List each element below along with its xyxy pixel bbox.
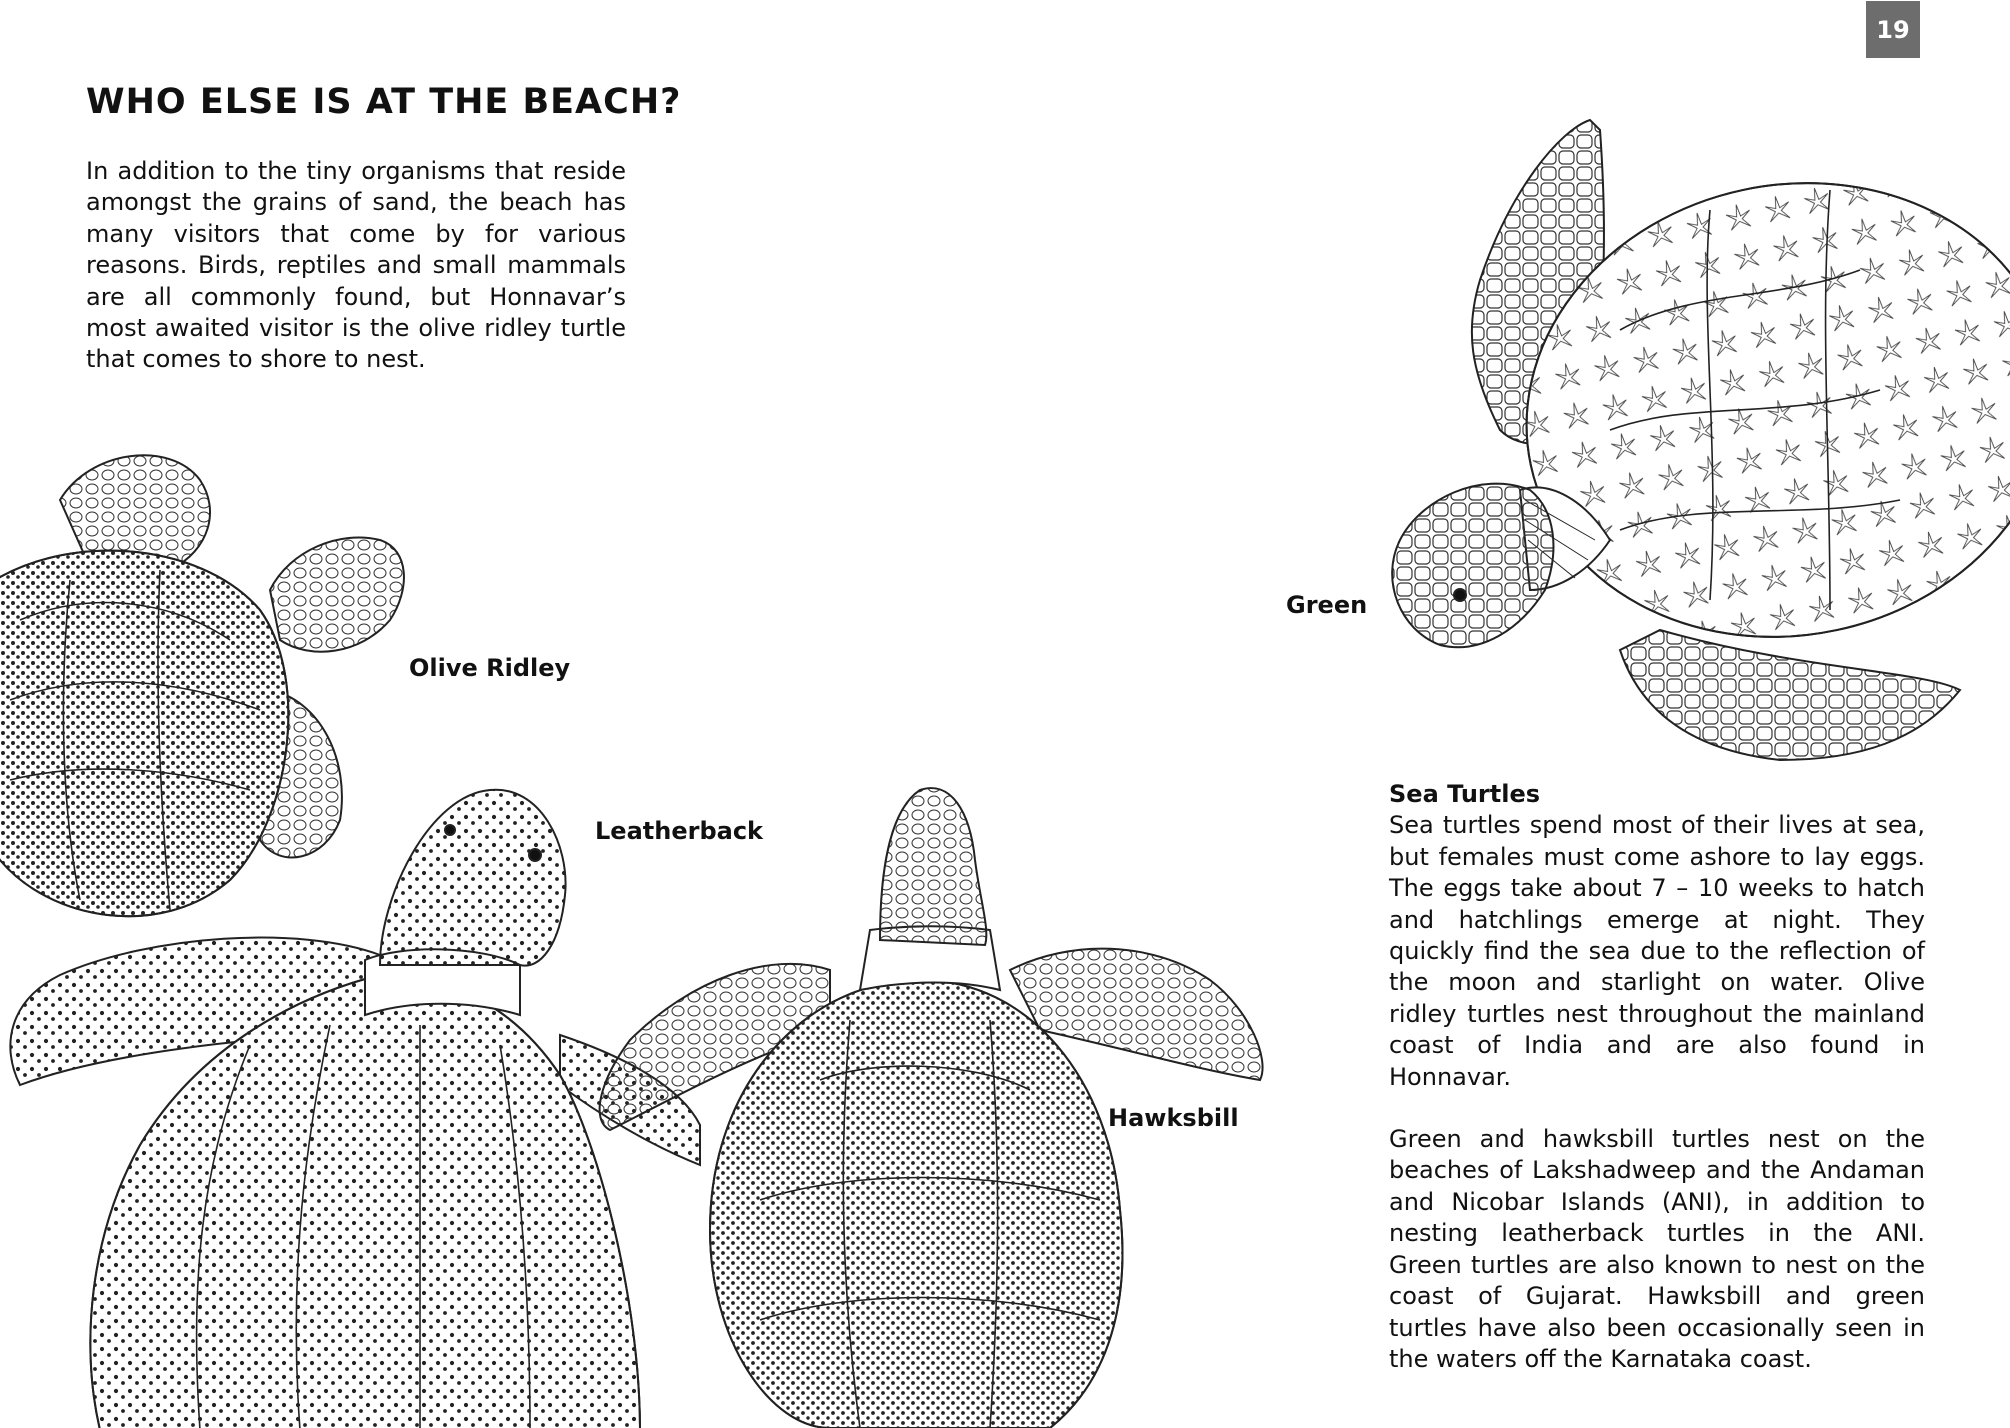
sea-turtles-paragraph-1: Sea turtles spend most of their lives at sea, but females must come ashore to lay eggs. The eggs take about 7 – 10 weeks to hatch and hatchlings emerge at night. They quickly find the sea due to the reflection of the moon and starlight on water. Olive ridley turtles nest throughout the mainland coast of India and are also found in Honnavar. [1389, 811, 1925, 1091]
sea-turtles-paragraph-2: Green and hawksbill turtles nest on the beaches of Lakshadweep and the Andaman and Nicobar Islands (ANI), in addition to nesting leatherback turtles in the ANI. Green turtles are also known to nest on the coast of Gujarat. Hawksbill and green turtles have also been occasionally seen in the waters off the Karnataka coast. [1389, 1125, 1925, 1373]
intro-paragraph: In addition to the tiny organisms that reside amongst the grains of sand, the beach has many visitors that come by for various reasons. Birds, reptiles and small mammals are all commonly found, but Honnavar’s most awaited visitor is the olive ridley turtle that comes to shore to nest. [86, 157, 626, 374]
green-turtle-illustration [1360, 70, 2010, 790]
leatherback-label: Leatherback [595, 817, 763, 845]
hawksbill-label: Hawksbill [1108, 1104, 1239, 1132]
sea-turtles-title: Sea Turtles [1389, 780, 1541, 808]
green-label: Green [1286, 591, 1368, 619]
page-title: WHO ELSE IS AT THE BEACH? [86, 82, 682, 122]
olive-ridley-label: Olive Ridley [409, 654, 571, 682]
sea-turtles-info [1389, 779, 1925, 1375]
page-number: 19 [1866, 1, 1920, 58]
